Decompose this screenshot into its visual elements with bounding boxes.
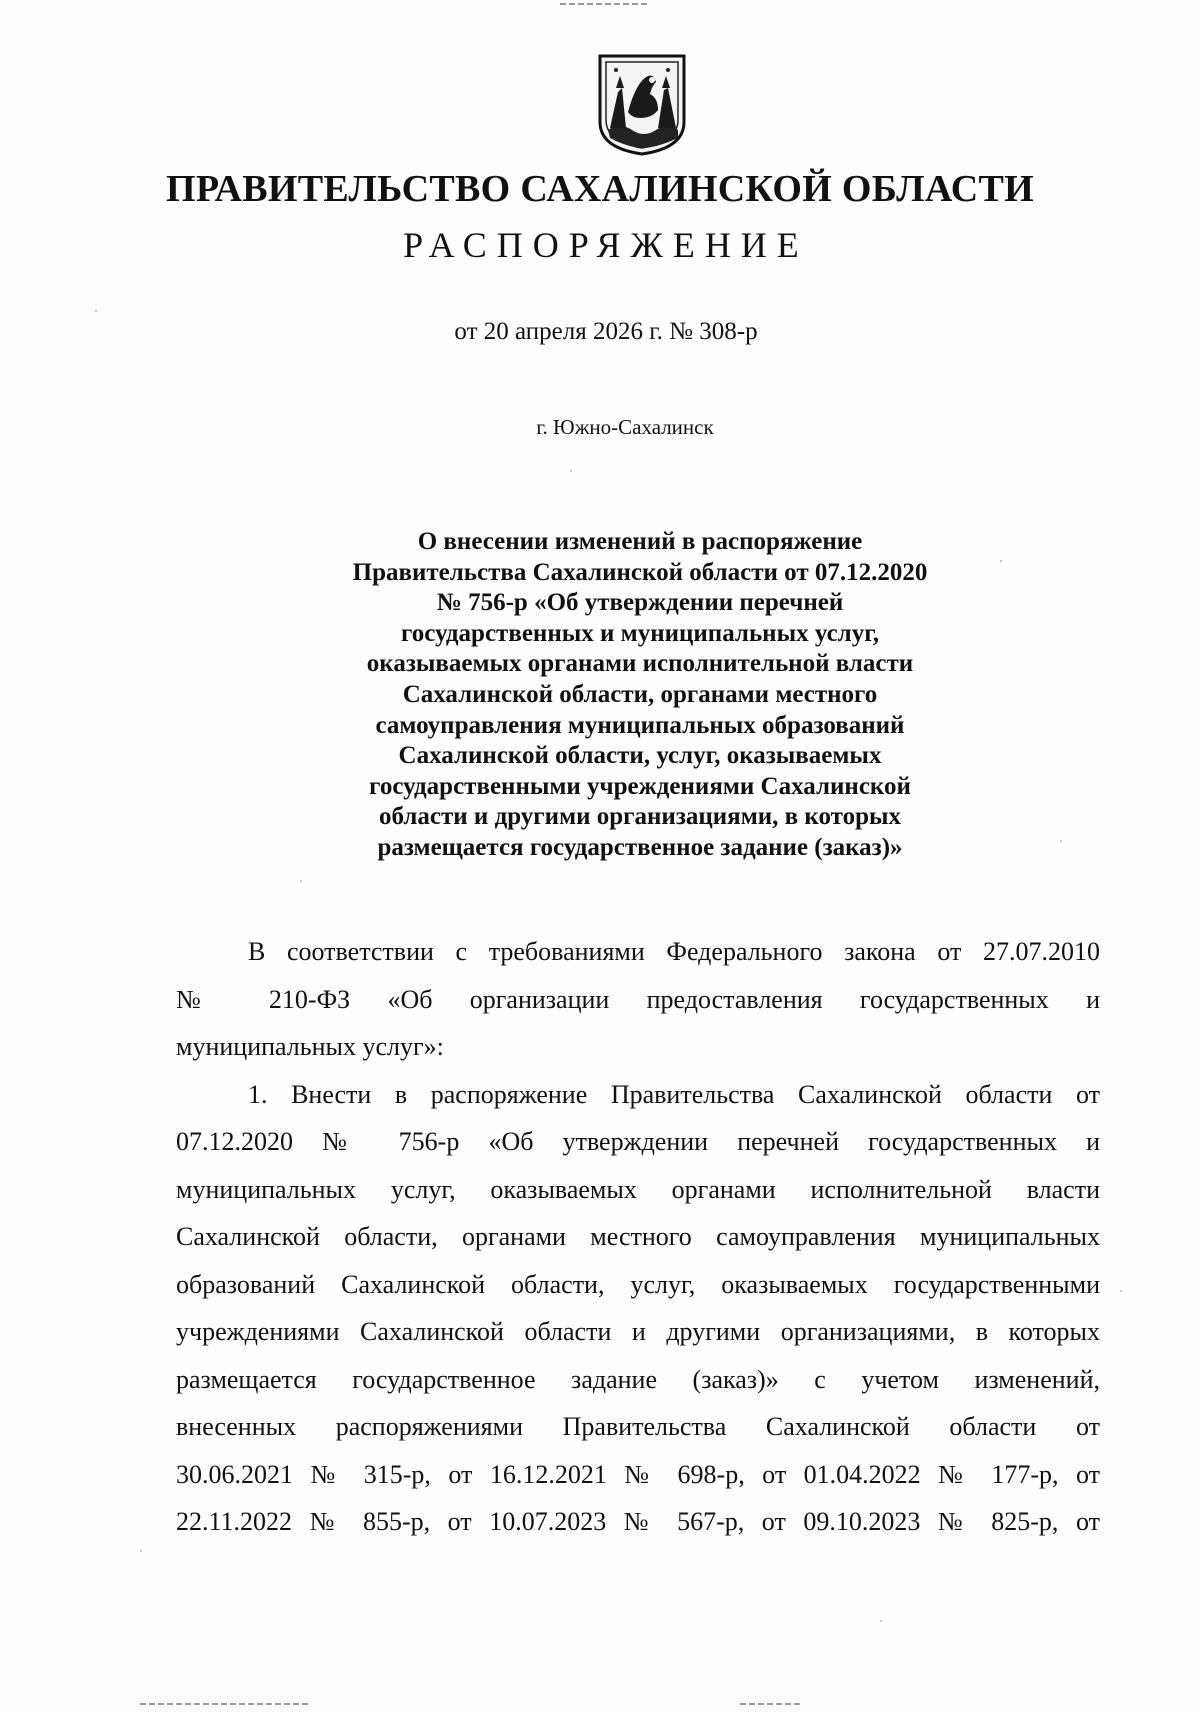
document-type: РАСПОРЯЖЕНИЕ (403, 225, 809, 265)
subject-line: оказываемых органами исполнительной власти (366, 650, 914, 678)
body-line: размещается государственное задание (заказ)» с учетом изменений, (176, 1364, 1100, 1394)
scan-speck (880, 1620, 882, 1622)
subject-line: Сахалинской области, услуг, оказываемых (398, 742, 882, 770)
subject-line: размещается государственное задание (заказ)» (377, 833, 903, 861)
body-line: № 210-ФЗ «Об организации предоставления государственных и (176, 984, 1100, 1014)
subject-line: Правительства Сахалинской области от 07.12.2020 (352, 558, 928, 586)
scan-speck (300, 880, 302, 882)
body-line: муниципальных услуг»: (176, 1032, 444, 1061)
subject-line: государственными учреждениями Сахалинской (369, 772, 911, 800)
government-title: ПРАВИТЕЛЬСТВО САХАЛИНСКОЙ ОБЛАСТИ (166, 168, 1034, 210)
item-1-paragraph (176, 1071, 1100, 1546)
scan-edge-bottom (140, 1703, 310, 1705)
preamble-paragraph (176, 928, 1100, 1071)
body-line: учреждениями Сахалинской области и другими организациями, в которых (176, 1317, 1100, 1346)
subject-line: области и другими организациями, в которых (379, 803, 901, 831)
coat-of-arms-emblem (596, 52, 688, 156)
scan-speck (1060, 840, 1062, 842)
scan-speck (1000, 560, 1002, 562)
subject-line: Сахалинской области, органами местного (402, 680, 878, 708)
scan-speck (570, 470, 572, 472)
body-line: 30.06.2021 № 315-р, от 16.12.2021 № 698-р, от 01.04.2022 № 177-р, от (176, 1459, 1100, 1489)
document-city: г. Южно-Сахалинск (536, 415, 714, 439)
body-line: муниципальных услуг, оказываемых органами исполнительной власти (176, 1174, 1100, 1204)
body-line: 22.11.2022 № 855-р, от 10.07.2023 № 567-р, от 09.10.2023 № 825-р, от (176, 1507, 1100, 1536)
scan-speck (1120, 1290, 1122, 1292)
body-line: Сахалинской области, органами местного самоуправления муниципальных (176, 1222, 1100, 1251)
scan-edge-top (560, 3, 650, 5)
body-line: образований Сахалинской области, услуг, оказываемых государственными (176, 1269, 1100, 1299)
body-line: 07.12.2020 № 756-р «Об утверждении перечней государственных и (176, 1127, 1100, 1156)
scan-speck (140, 1550, 142, 1552)
subject-line: самоуправления муниципальных образований (375, 711, 905, 739)
scan-edge-bottom-right (740, 1703, 800, 1705)
subject-line: № 756-р «Об утверждении перечней (436, 589, 844, 617)
body-line: В соответствии с требованиями Федерального закона от 27.07.2010 (248, 937, 1100, 966)
subject-line: государственных и муниципальных услуг, (400, 619, 879, 647)
document-subject (290, 527, 990, 864)
subject-line: О внесении изменений в распоряжение (417, 528, 863, 555)
body-line: 1. Внести в распоряжение Правительства Сахалинской области от (248, 1079, 1100, 1109)
document-date-number: от 20 апреля 2026 г. № 308-р (454, 318, 758, 345)
document-body (176, 928, 1100, 1546)
body-line: внесенных распоряжениями Правительства Сахалинской области от (176, 1412, 1100, 1441)
scan-speck (95, 310, 97, 312)
